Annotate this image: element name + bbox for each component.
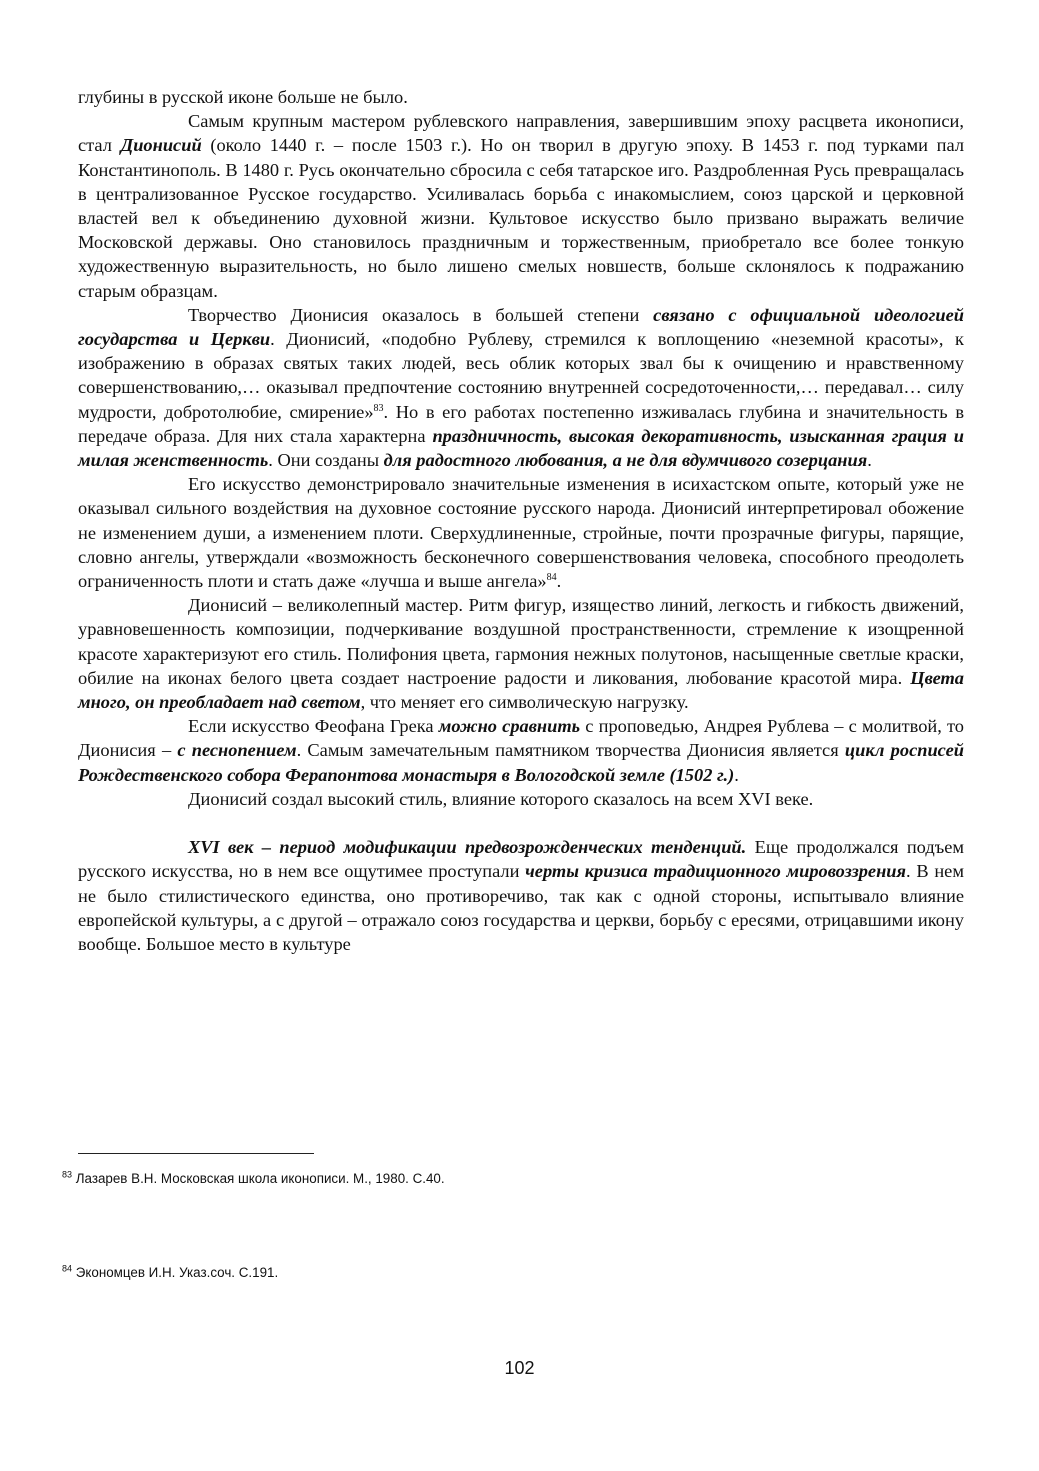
footnote-ref-84[interactable]: 84 xyxy=(546,571,557,583)
section-heading-xvi-century: XVI век – период модификации предвозрожденческих тенденций. xyxy=(188,837,747,858)
footnote-83: $^{83}$ Лазарев В.Н. Московская школа иконописи. М., 1980. С.40. xyxy=(62,1169,445,1186)
page-number: 102 xyxy=(504,1358,535,1378)
paragraph-2: Творчество Дионисия оказалось в большей степени связано с официальной идеологией государства и Церкви. Дионисий, «подобно Рублеву, стремился к воплощению «неземной красоты», к изображению в образах святых таких людей, весь облик которых звал бы к очищению и нравственному совершенствованию,… оказывал предпочтение состоянию внутренней сосредоточенности,… передавал… силу мудрости, добротолюбие, смирение»$^{83}$. Но в его работах постепенно изживалась глубина и значительность в передаче образа. Для них стала характерна праздничность, высокая декоративность, изысканная грация и милая женственность. Они созданы для радостного любования, а не для вдумчивого созерцания. xyxy=(78,304,965,471)
paragraph-6: Дионисий создал высокий стиль, влияние которого сказалось на всем XVI веке. xyxy=(188,788,814,809)
footnote-divider xyxy=(78,1153,314,1154)
emphasis-dionisiy: Дионисий xyxy=(120,135,202,156)
paragraph-5: Если искусство Феофана Грека можно сравнить с проповедью, Андрея Рублева – с молитвой, то Дионисия – с песнопением. Самым замечательным памятником творчества Дионисия является цикл росписей Рождественского собора Ферапонтова монастыря в Вологодской земле (1502 г.). xyxy=(78,716,965,785)
paragraph-0: глубины в русской иконе больше не было. xyxy=(78,87,408,107)
footnote-ref-83[interactable]: 83 xyxy=(373,402,384,414)
body-text xyxy=(78,85,964,956)
paragraph-7: XVI век – период модификации предвозрожденческих тенденций. Еще продолжался подъем русского искусства, но в нем все ощутимее проступали черты кризиса традиционного мировоззрения. В нем не было стилистического единства, оно противоречиво, так как с одной стороны, испытывало влияние европейской культуры, а с другой – отражало союз государства и церкви, борьбу с ересями, отрицавшими икону вообще. Большое место в культуре xyxy=(78,837,965,954)
paragraph-1: Самым крупным мастером рублевского направления, завершившим эпоху расцвета иконописи, стал Дионисий (около 1440 г. – после 1503 г.). Но он творил в другую эпоху. В 1453 г. под турками пал Константинополь. В 1480 г. Русь окончательно сбросила с себя татарское иго. Раздробленная Русь превращалась в централизованное Русское государство. Усиливалась борьба с инакомыслием, союз царской и церковной властей вел к объединению духовной жизни. Культовое искусство было призвано выражать величие Московской державы. Оно становилось праздничным и торжественным, приобретало все более тонкую художественную выразительность, но было лишено смелых новшеств, больше склонялось к подражанию старым образцам. xyxy=(78,111,964,301)
paragraph-3: Его искусство демонстрировало значительные изменения в исихастском опыте, который уже не оказывал сильного воздействия на духовное состояние русского народа. Дионисий интерпретировал обожение не изменением души, а изменением плоти. Сверхудлиненные, стройные, почти прозрачные фигуры, парящие, словно ангелы, утверждали «возможность бесконечного совершенствования человека, способного преодолеть ограниченность плоти и стать даже «лучша и выше ангела»$^{84}$. xyxy=(78,474,964,592)
paragraph-4: Дионисий – великолепный мастер. Ритм фигур, изящество линий, легкость и гибкость движений, уравновешенность композиции, подчеркивание воздушной пространственности, стремление к изощренной красоте характеризуют его стиль. Полифония цвета, гармония нежных полутонов, насыщенные светлые краски, обилие на иконах белого цвета создает настроение радости и ликования, любование красотой мира. Цвета много, он преобладает над светом, что меняет его символическую нагрузку. xyxy=(78,595,964,713)
footnote-84: $^{84}$ Экономцев И.Н. Указ.соч. С.191. xyxy=(62,1263,279,1280)
